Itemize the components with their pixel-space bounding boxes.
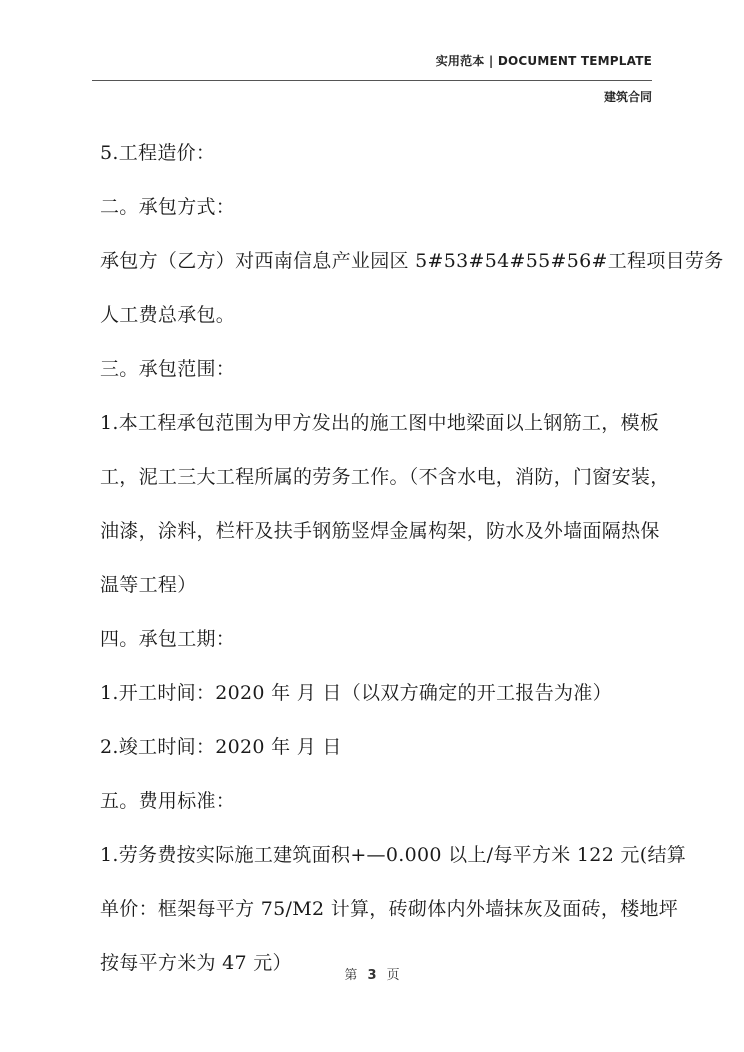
section-heading: 二。承包方式：	[100, 196, 236, 218]
body-line: 2.竣工时间：2020 年 月 日	[100, 736, 342, 758]
body-line: 油漆，涂料，栏杆及扶手钢筋竖焊金属构架，防水及外墙面隔热保	[100, 520, 660, 542]
section-heading: 三。承包范围：	[100, 358, 236, 380]
body-line: 5.工程造价：	[100, 142, 216, 164]
page-number: 3	[367, 968, 377, 983]
body-line: 工，泥工三大工程所属的劳务工作。（不含水电，消防，门窗安装，	[100, 466, 670, 488]
section-heading: 五。费用标准：	[100, 790, 236, 812]
body-line: 按每平方米为 47 元）	[100, 952, 292, 974]
page-footer	[0, 964, 744, 983]
body-line: 1.劳务费按实际施工建筑面积+—0.000 以上/每平方米 122 元(结算	[100, 844, 687, 866]
body-line: 1.开工时间：2020 年 月 日（以双方确定的开工报告为准）	[100, 682, 612, 704]
section-heading: 四。承包工期：	[100, 628, 236, 650]
body-line: 单价：框架每平方 75/M2 计算，砖砌体内外墙抹灰及面砖，楼地坪	[100, 898, 679, 920]
document-body	[100, 140, 724, 1004]
body-line: 承包方（乙方）对西南信息产业园区 5#53#54#55#56#工程项目劳务	[100, 250, 724, 272]
document-category: 建筑合同	[603, 90, 652, 104]
header-divider	[92, 80, 652, 81]
page-label-suffix: 页	[386, 968, 400, 983]
body-line: 温等工程）	[100, 574, 197, 596]
document-header-title: 实用范本 | DOCUMENT TEMPLATE	[435, 54, 652, 68]
body-line: 人工费总承包。	[100, 304, 236, 326]
page-label-prefix: 第	[344, 968, 358, 983]
body-line: 1.本工程承包范围为甲方发出的施工图中地梁面以上钢筋工，模板	[100, 412, 660, 434]
